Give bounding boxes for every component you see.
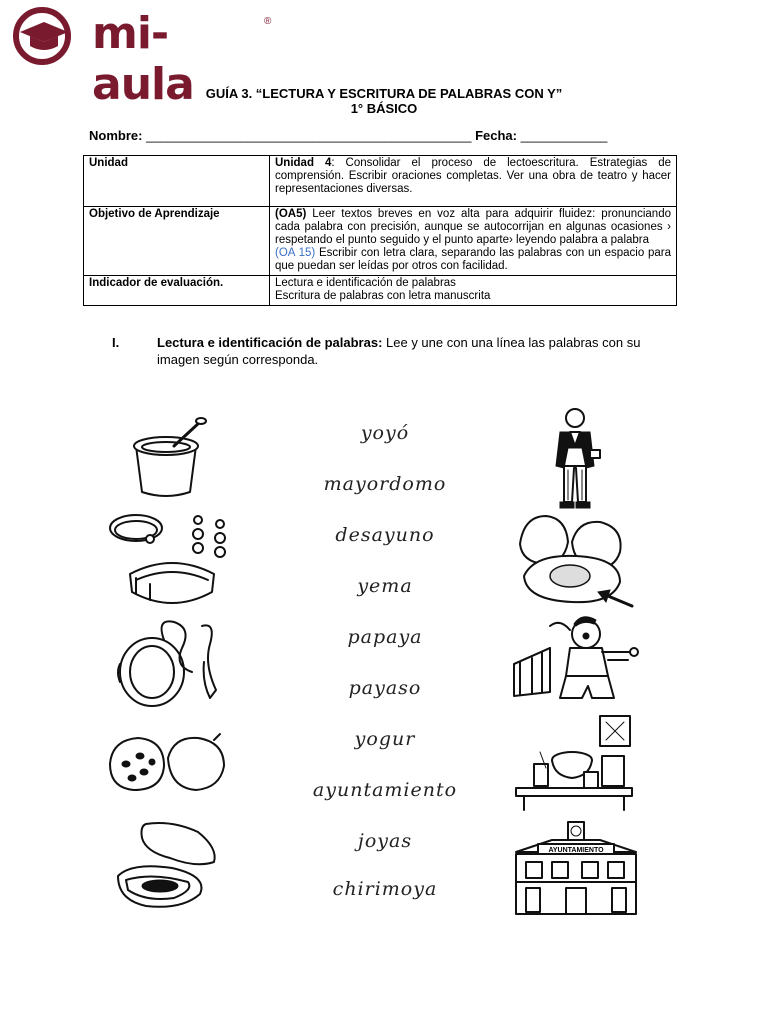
curriculum-info-table xyxy=(83,155,677,306)
yoyo-icon xyxy=(112,612,224,712)
word-ayuntamiento: ayuntamiento xyxy=(312,779,458,801)
cherimoya-icon xyxy=(104,730,230,796)
indicador-cell xyxy=(270,276,677,306)
town-hall-icon xyxy=(512,818,642,918)
word-papaya: papaya xyxy=(347,626,423,648)
name-blank[interactable]: _____________________________________________ xyxy=(146,128,472,143)
page-title: GUÍA 3. “LECTURA Y ESCRITURA DE PALABRAS CON Y” xyxy=(205,86,563,101)
yogurt-cup-icon xyxy=(128,414,208,500)
indicador-line-1: Lectura e identificación de palabras xyxy=(275,277,456,289)
name-date-line xyxy=(89,128,607,143)
unidad-label: Unidad xyxy=(84,156,270,207)
grade-subtitle: 1° BÁSICO xyxy=(350,101,418,116)
word-chirimoya: chirimoya xyxy=(332,878,438,900)
logo-wordmark: mi-aula xyxy=(92,8,194,110)
graduation-cap-logo-icon xyxy=(8,6,80,66)
mi-aula-logo xyxy=(8,6,272,110)
word-yoyo: yoyó xyxy=(360,422,410,444)
date-label: Fecha: xyxy=(475,128,517,143)
unidad-cell xyxy=(270,156,677,207)
oa15-code: (OA 15) xyxy=(275,247,316,259)
oa15-text: Escribir con letra clara, separando las palabras con un espacio para que puedan ser leídas por otros con facilidad. xyxy=(275,247,671,272)
unidad-text: : Consolidar el proceso de lectoescritura. Estrategias de comprensión. Escribir oraciones completas. Ver una obra de teatro y hacer representaciones diversas. xyxy=(275,157,672,195)
papaya-icon xyxy=(112,818,222,914)
word-yema: yema xyxy=(357,575,413,597)
butler-icon xyxy=(546,404,604,510)
word-payaso: payaso xyxy=(348,677,422,699)
section-number: I. xyxy=(112,335,120,350)
word-mayordomo: mayordomo xyxy=(323,473,447,495)
registered-mark: ® xyxy=(264,16,272,27)
word-joyas: joyas xyxy=(357,830,413,852)
word-yogur: yogur xyxy=(354,728,416,750)
indicador-line-2: Escritura de palabras con letra manuscrita xyxy=(275,290,491,302)
jewelry-icon xyxy=(106,508,236,612)
objetivo-cell xyxy=(270,207,677,276)
oa5-code: (OA5) xyxy=(275,208,307,220)
unidad-number: Unidad 4 xyxy=(275,157,332,169)
table-row-indicador xyxy=(84,276,677,306)
table-row-objetivo xyxy=(84,207,677,276)
breakfast-icon xyxy=(512,712,638,812)
word-desayuno: desayuno xyxy=(335,524,435,546)
name-label: Nombre: xyxy=(89,128,143,143)
indicador-label: Indicador de evaluación. xyxy=(84,276,270,306)
date-blank[interactable]: ____________ xyxy=(520,128,608,143)
egg-yolk-icon xyxy=(514,512,636,608)
table-row-unidad xyxy=(84,156,677,207)
oa5-text: Leer textos breves en voz alta para adquirir fluidez: pronunciando cada palabra con precisión, aunque se autocorrijan en algunas ocasiones › respetando el punto seguido y el punto aparte› leyendo palabra a palabra xyxy=(275,208,671,246)
section-heading: Lectura e identificación de palabras: xyxy=(157,335,383,350)
objetivo-label: Objetivo de Aprendizaje xyxy=(84,207,270,276)
town-hall-sign: AYUNTAMIENTO xyxy=(548,847,604,854)
section-text xyxy=(157,334,672,368)
clown-icon xyxy=(510,612,640,706)
section-instruction: Lee y une con una línea las palabras con su imagen según corresponda. xyxy=(157,335,641,367)
